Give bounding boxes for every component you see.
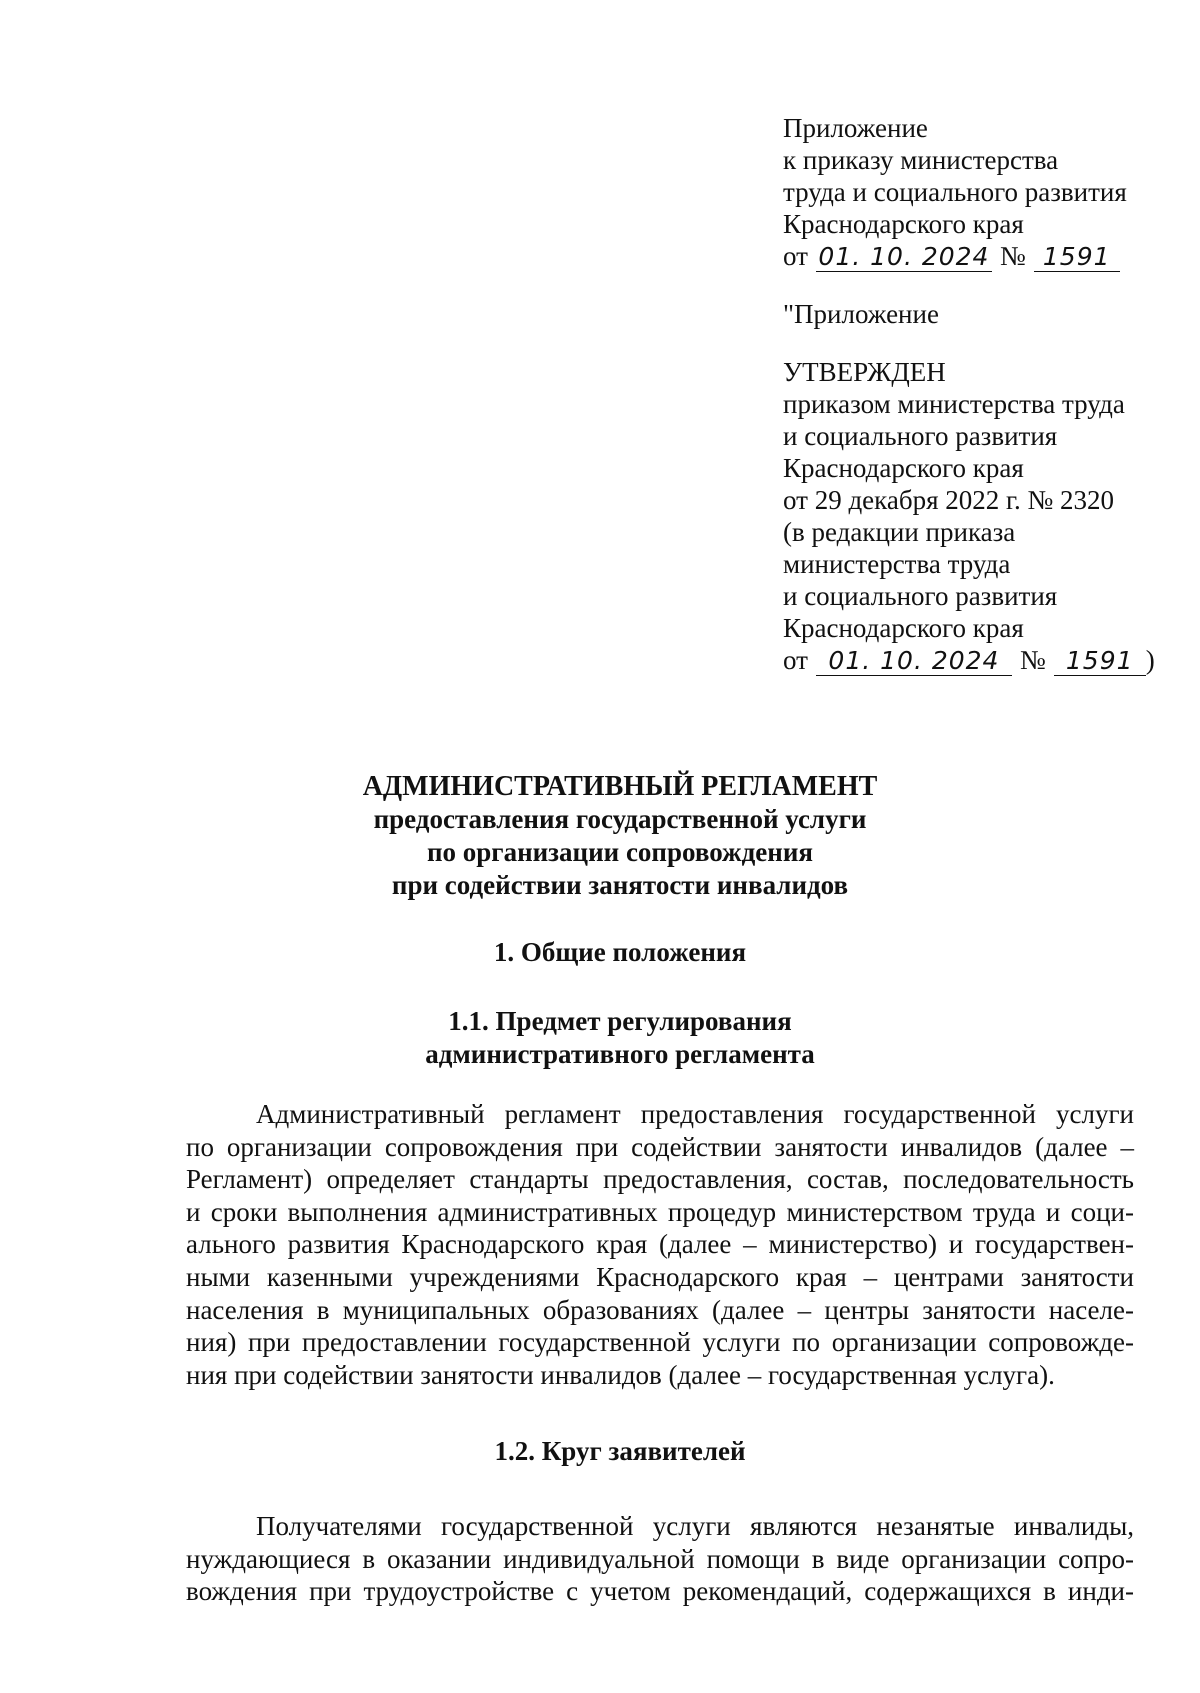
paragraph-line: Получателями государственной услуги являются незанятые инвалиды, bbox=[256, 1511, 1134, 1541]
paragraph-line: по организации сопровождения при содействии занятости инвалидов (далее – bbox=[186, 1131, 1134, 1162]
section-1-heading: 1. Общие положения bbox=[493, 937, 747, 967]
number-sign: № bbox=[999, 241, 1026, 271]
appendix-date-line bbox=[783, 240, 1183, 272]
section-1-1-paragraph bbox=[186, 1098, 1134, 1391]
date-prefix: от bbox=[783, 241, 808, 271]
approved-heading: УТВЕРЖДЕН bbox=[783, 357, 946, 387]
section-1-2-heading: 1.2. Круг заявителей bbox=[494, 1436, 746, 1466]
paragraph-line: ными казенными учреждениями Краснодарского края – центрами занятости bbox=[186, 1261, 1134, 1292]
paragraph-line: Административный регламент предоставления государственной услуги bbox=[256, 1099, 1134, 1129]
approved-line-5: (в редакции приказа bbox=[783, 517, 1016, 547]
handwritten-date: 01. 10. 2024 bbox=[816, 647, 1012, 676]
document-title bbox=[180, 770, 1060, 902]
title-subtitle-3: при содействии занятости инвалидов bbox=[391, 870, 849, 900]
appendix-line-region: Краснодарского края bbox=[783, 209, 1024, 239]
paragraph-line: населения в муниципальных образованиях (далее – центры занятости населе- bbox=[186, 1294, 1134, 1325]
approved-line-2: и социального развития bbox=[783, 421, 1058, 451]
appendix-line-order: к приказу министерства bbox=[783, 145, 1059, 175]
paragraph-line: нуждающиеся в оказании индивидуальной помощи в виде организации сопро- bbox=[186, 1543, 1134, 1574]
approved-line-3: Краснодарского края bbox=[783, 453, 1024, 483]
paragraph-line: ального развития Краснодарского края (далее – министерство) и государствен- bbox=[186, 1229, 1134, 1260]
paragraph-line: ния) при предоставлении государственной услуги по организации сопровожде- bbox=[186, 1327, 1134, 1358]
approved-line-8: Краснодарского края bbox=[783, 613, 1024, 643]
section-1-1-heading-line-2: административного регламента bbox=[425, 1039, 815, 1069]
appendix-header bbox=[783, 112, 1183, 676]
number-sign: № bbox=[1019, 645, 1046, 675]
section-1-1-heading bbox=[180, 1005, 1060, 1071]
date-prefix: от bbox=[783, 645, 808, 675]
approved-line-4: от 29 декабря 2022 г. № 2320 bbox=[783, 485, 1115, 515]
title-subtitle-2: по организации сопровождения bbox=[426, 837, 813, 867]
handwritten-number: 1591 bbox=[1034, 243, 1120, 272]
closing-parenthesis: ) bbox=[1145, 645, 1155, 675]
handwritten-date: 01. 10. 2024 bbox=[816, 243, 992, 272]
appendix-title: Приложение bbox=[783, 113, 928, 143]
approved-line-1: приказом министерства труда bbox=[783, 389, 1125, 419]
approved-line-6: министерства труда bbox=[783, 549, 1011, 579]
paragraph-line: вождения при трудоустройстве с учетом рекомендаций, содержащихся в инди- bbox=[186, 1576, 1134, 1607]
paragraph-line: Регламент) определяет стандарты предоставления, состав, последовательность bbox=[186, 1164, 1134, 1195]
section-1-1-heading-line-1: 1.1. Предмет регулирования bbox=[448, 1006, 792, 1036]
paragraph-line: и сроки выполнения административных процедур министерством труда и соци- bbox=[186, 1196, 1134, 1227]
quoted-appendix-label: "Приложение bbox=[783, 299, 939, 329]
paragraph-line: ния при содействии занятости инвалидов (далее – государственная услуга). bbox=[186, 1359, 1055, 1390]
appendix-line-ministry: труда и социального развития bbox=[783, 177, 1127, 207]
approved-line-7: и социального развития bbox=[783, 581, 1058, 611]
title-main: АДМИНИСТРАТИВНЫЙ РЕГЛАМЕНТ bbox=[362, 771, 878, 802]
title-subtitle-1: предоставления государственной услуги bbox=[373, 804, 867, 834]
handwritten-number: 1591 bbox=[1054, 647, 1146, 676]
section-1-2-paragraph bbox=[186, 1510, 1134, 1608]
approved-date-line bbox=[783, 644, 1183, 676]
